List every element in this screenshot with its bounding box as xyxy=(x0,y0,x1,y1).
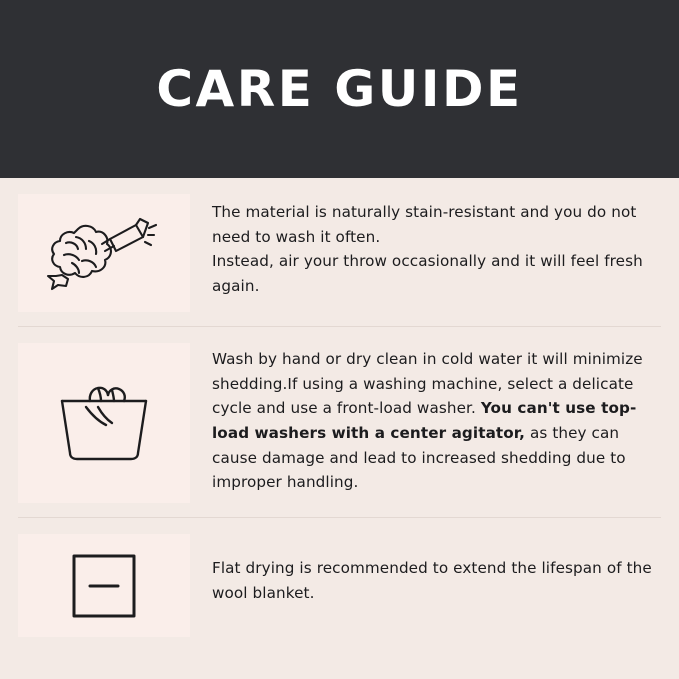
care-item-text xyxy=(190,343,661,495)
care-item-row xyxy=(18,327,661,518)
hand-wash-basin-icon xyxy=(56,381,152,465)
care-item-row xyxy=(18,518,661,651)
care-text-line-2: as they can cause damage and lead to increased shedding due to improper handling. xyxy=(212,423,626,492)
care-text-line-1: The material is naturally stain-resistant and you do not need to wash it often. xyxy=(212,203,637,246)
icon-container-hand-wash xyxy=(18,343,190,503)
wool-ball-brush-icon xyxy=(44,213,164,293)
flat-dry-square-icon xyxy=(70,552,138,620)
care-text-line-2: Instead, air your throw occasionally and it will feel fresh again. xyxy=(212,252,643,295)
icon-container-flat-dry xyxy=(18,534,190,637)
page-title: CARE GUIDE xyxy=(156,60,523,118)
care-text-line-1: Wash by hand or dry clean in cold water it will minimize shedding.If using a washing machine, select a delicate cycle and use a front-load washer. xyxy=(212,350,643,418)
care-text-line-1: Flat drying is recommended to extend the lifespan of the wool blanket. xyxy=(212,559,652,602)
care-item-row xyxy=(18,178,661,327)
icon-container-wool-ball xyxy=(18,194,190,312)
care-text-bold: You can't use top-load washers with a center agitator, xyxy=(212,399,637,442)
care-item-text xyxy=(190,194,661,299)
care-item-text xyxy=(190,534,661,605)
care-instructions-list xyxy=(0,178,679,651)
header-banner xyxy=(0,0,679,178)
